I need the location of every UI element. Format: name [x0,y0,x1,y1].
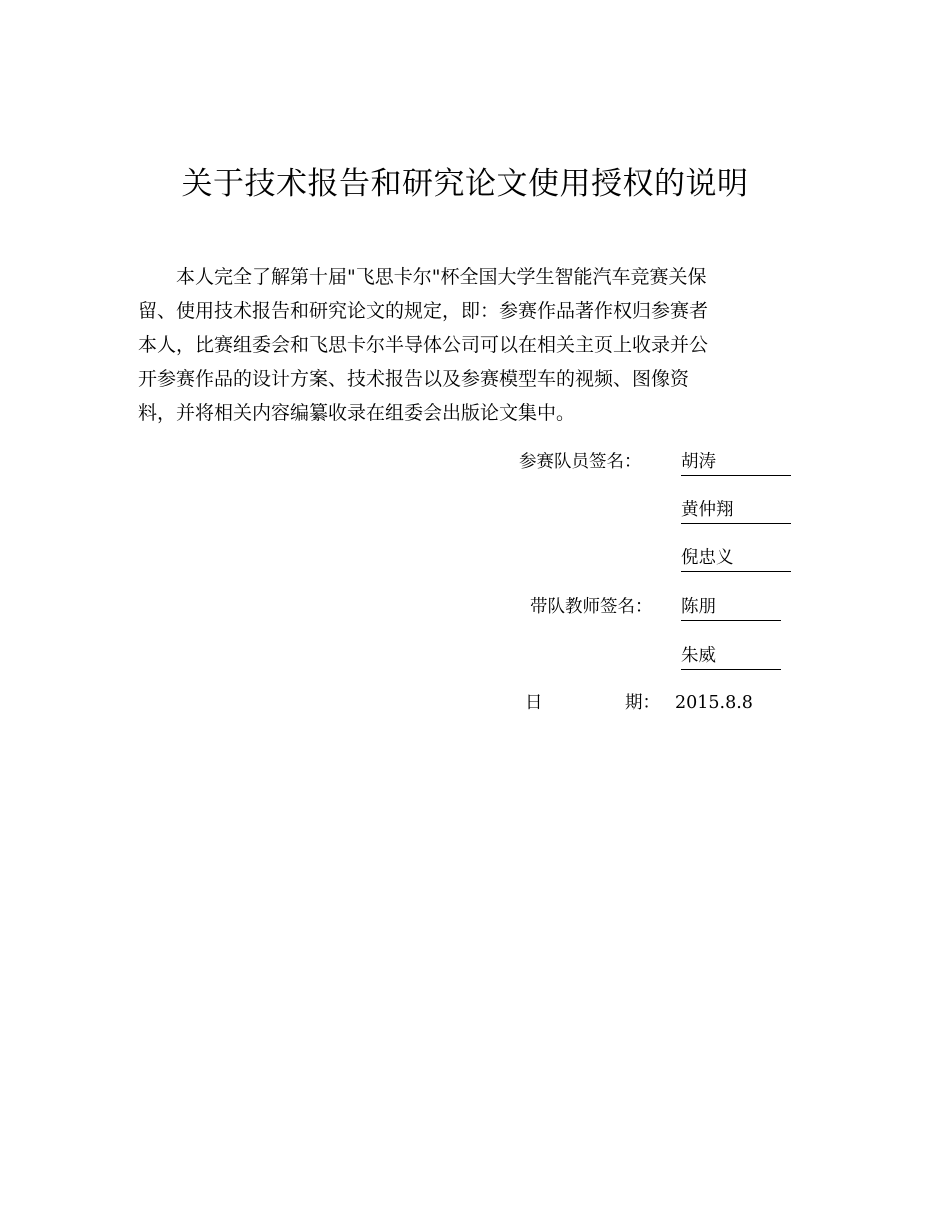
statement-line-3: 本人，比赛组委会和飞思卡尔半导体公司可以在相关主页上收录并公 [138,334,709,356]
statement-line-1: 本人完全了解第十届"飞思卡尔"杯全国大学生智能汽车竞赛关保 [176,266,707,288]
statement-line-2: 留、使用技术报告和研究论文的规定，即：参赛作品著作权归参赛者 [138,300,709,322]
teacher-signature-label: 带队教师签名： [530,597,653,617]
statement-line-5: 料，并将相关内容编纂收录在组委会出版论文集中。 [138,402,576,424]
date-label-second-char: 期： [625,693,660,713]
team-signature-label: 参赛队员签名： [519,452,642,472]
team-member-signature-2: 黄仲翔 [681,498,791,524]
teacher-signature-1: 陈朋 [681,595,781,621]
document-title: 关于技术报告和研究论文使用授权的说明 [181,166,749,202]
signature-date: 2015.8.8 [675,693,753,713]
date-label-first-char: 日 [525,693,543,713]
statement-line-4: 开参赛作品的设计方案、技术报告以及参赛模型车的视频、图像资 [138,368,690,390]
team-member-signature-3: 倪忠义 [681,546,791,572]
team-member-signature-1: 胡涛 [681,450,791,476]
authorization-statement [138,260,798,430]
teacher-signature-2: 朱威 [681,644,781,670]
